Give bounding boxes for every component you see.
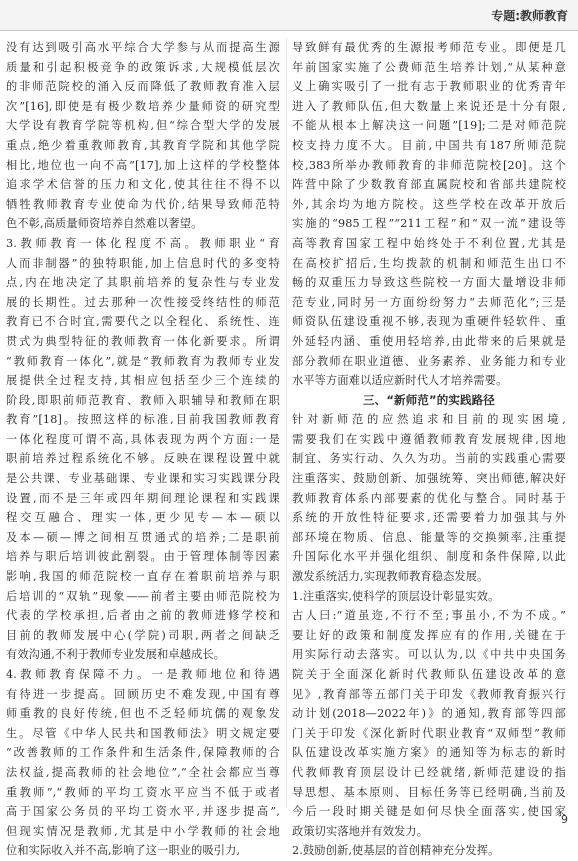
text-line: 点,内在地决定了其职前培养的复杂性与专业发 <box>6 276 280 290</box>
text-line: 动计划(2018—2022年)》的通知,教育部等四部 <box>292 707 566 721</box>
text-line: “改善教师的工作条件和生活条件,保障教师的合 <box>6 746 280 760</box>
section-heading: 三、“新师范”的实践路径 <box>363 392 495 407</box>
text-line: 3.教师教育一体化程度不高。教师职业“育 <box>6 236 280 250</box>
text-line: 畅的双重压力导致这些院校一方面大量增设非师 <box>292 276 566 290</box>
text-line: 师重教的良好传统,但也不乏轻师坑儒的观象发 <box>6 707 280 721</box>
text-line: 但现实情况是教师,尤其是中小学教师的社会地 <box>6 824 280 838</box>
right-column <box>292 38 566 858</box>
text-line: 相比,地位也一向不高”[17],加上这样的学校整体 <box>6 158 280 172</box>
text-line: 部分教师在职业道德、业务素养、业务能力和专业 <box>292 354 566 368</box>
text-line: 升国际化水平并强化组织、制度和条件保障,以此 <box>292 550 566 564</box>
text-line: “教师教育一体化”,就是“教师教育为教师专业发 <box>6 354 280 368</box>
text-line: 一体化程度可谓不高,具体表现为两个方面:一是 <box>6 432 280 446</box>
text-line: 的非师范院校的涌入反而降低了教师教育准入层 <box>6 80 280 94</box>
text-line: 用实际行动去落实。可以认为,以《中共中央国务 <box>292 648 566 662</box>
text-line: 培养与职后培训彼此割裂。由于管理体制等因素 <box>6 550 280 564</box>
text-line: 阵营中除了少数教育部直属院校和省部共建院校 <box>292 178 566 192</box>
text-line: 校,383所举办教师教育的非师范院校[20]。这个 <box>292 158 566 172</box>
text-line: 需要我们在实践中遵循教师教育发展规律,因地 <box>292 432 566 446</box>
text-line: 激发系统活力,实现教师教育稳态发展。 <box>292 570 489 584</box>
text-line: 门关于印发《深化新时代职业教育“双师型”教师 <box>292 726 566 740</box>
text-line: 古人曰:“道虽迩,不行不至;事虽小,不为不成。” <box>292 609 566 623</box>
text-line: 院关于全面深化新时代教师队伍建设改革的意 <box>292 668 566 681</box>
section-title: 专题:教师教育 <box>491 9 568 23</box>
text-line: 代表的学校承担,后者由之前的教师进修学校和 <box>6 609 280 623</box>
text-line: 教育”[18]。按照这样的标准,目前我国教师教育 <box>6 413 280 427</box>
text-line: 重教师”,“教师的平均工资水平应当不低于或者 <box>6 785 280 799</box>
text-line: 没有达到吸引高水平综合大学参与从而提高生源 <box>6 41 280 54</box>
text-line: 教育已不合时宜,需要代之以全程化、系统性、连 <box>6 315 280 329</box>
subsection-heading: 1.注重落实,使科学的顶层设计彰显实效。 <box>292 589 500 603</box>
text-line: 次”[16],即使是有极少数培养少量师资的研究型 <box>6 99 280 113</box>
text-line: 制宜、务实行动、久久为功。当前的实践重心需要 <box>292 452 566 466</box>
text-line: 年前国家实施了公费师范生培养计划,“从某种意 <box>292 60 566 74</box>
text-line: 代教师教育顶层设计已经就绪,新师范建设的指 <box>292 765 566 779</box>
text-line: 展的长期性。过去那种一次性接受终结性的师范 <box>6 295 280 309</box>
text-line: 贯式为典型特征的教师教育一体化新要求。所谓 <box>6 334 280 348</box>
left-column <box>6 38 280 858</box>
text-line: 范专业,同时另一方面纷纷努力“去师范化”;三是 <box>292 295 566 309</box>
subsection-heading: 2.鼓励创新,使基层的首创精神充分发挥。 <box>292 844 500 858</box>
text-line: 有待进一步提高。回顾历史不难发现,中国有尊 <box>6 687 280 701</box>
text-line: 部环境在物质、信息、能量等的交换频率,注重提 <box>292 530 566 544</box>
text-line: 义上确实吸引了一批有志于教师职业的优秀青年 <box>292 80 566 94</box>
text-line: 色不彰,高质量师资培养自然难以奢望。 <box>6 217 203 231</box>
text-line: 目前的教师发展中心(学院)司职,两者之间缺乏 <box>6 628 280 642</box>
header-divider <box>0 30 578 31</box>
text-line: 进入了教师队伍,但大数量上来说还是十分有限, <box>292 99 566 113</box>
text-line: 注重落实、鼓励创新、加强统筹、突出师德,解决好 <box>292 472 566 486</box>
text-line: 教师教育体系内部要素的优化与整合。同时基于 <box>292 491 566 505</box>
text-line: 高等教育国家工程中始终处于不利位置,尤其是 <box>292 236 566 250</box>
page-number: 9 <box>561 813 568 826</box>
column-divider <box>286 38 287 808</box>
text-line: 不能从根本上解决这一问题”[19];二是对师范院 <box>292 119 566 133</box>
text-line: 针对新师范的应然追求和目前的现实困境, <box>292 413 566 427</box>
text-line: 是公共课、专业基础课、专业课和实习实践课分段 <box>6 472 280 486</box>
text-line: 系统的开放性特征要求,还需要着力加强其与外 <box>292 511 566 525</box>
text-line: 位和实际收入并不高,影响了这一职业的吸引力, <box>6 844 241 858</box>
text-line: 外,其余均为地方院校。这些学校在改革开放后 <box>292 197 566 211</box>
text-line: 有效沟通,不利于教师专业发展和卓越成长。 <box>6 648 226 662</box>
text-line: 政策切实落地并有效发力。 <box>292 824 429 838</box>
text-line: 在高校扩招后,生均拨款的机制和师范生出口不 <box>292 256 566 270</box>
text-line: 师资队伍建设重视不够,表现为重硬件轻软件、重 <box>292 315 566 329</box>
text-line: 后培训的“双轨”现象——前者主要由师范院校为 <box>6 589 280 603</box>
text-line: 重点,绝少着重教师教育,其教育学院和其他学院 <box>6 138 280 152</box>
text-line: 及本—硕—博之间相互贯通式的培养;二是职前 <box>6 530 280 544</box>
text-line: 校支持力度不大。目前,中国共有187所师范院 <box>292 138 566 152</box>
text-line: 导思想、基本原则、目标任务等已经明确,当前及 <box>292 785 566 799</box>
text-line: 设置,而不是三年或四年期间理论课程和实践课 <box>6 491 280 505</box>
text-line: 法权益,提高教师的社会地位”,“全社会都应当尊 <box>6 765 280 779</box>
page-header <box>0 0 578 30</box>
text-line: 导致鲜有最优秀的生源报考师范专业。即便是几 <box>292 41 566 54</box>
text-line: 职前培养过程系统化不够。反映在课程设置中就 <box>6 452 280 466</box>
text-line: 要让好的政策和制度发挥应有的作用,关键在于 <box>292 628 566 642</box>
text-line: 牺牲教师教育专业使命为代价,结果导致师范特 <box>6 197 280 211</box>
text-line: 影响,我国的师范院校一直存在着职前培养与职 <box>6 570 280 584</box>
text-line: 高于国家公务员的平均工资水平,并逐步提高”, <box>6 805 280 819</box>
text-line: 见》,教育部等五部门关于印发《教师教育振兴行 <box>292 687 566 701</box>
text-line: 今后一段时期关键是如何尽快全面落实,使国家 <box>292 805 566 819</box>
text-line: 人而非制器”的独特职能,加上信息时代的多变特 <box>6 256 280 270</box>
text-line: 展提供全过程支持,其相应包括至少三个连续的 <box>6 374 280 388</box>
text-line: 追求学术信誉的压力和文化,使其往往不得不以 <box>6 178 280 192</box>
text-line: 水平等方面难以适应新时代人才培养需要。 <box>292 374 508 388</box>
text-line: 外延轻内涵、重使用轻培养,由此带来的后果就是 <box>292 334 566 348</box>
text-line: 实施的“985工程”“211工程”和“双一流”建设等 <box>292 217 566 231</box>
text-line: 阶段,即职前师范教育、教师入职辅导和教师在职 <box>6 393 280 407</box>
text-line: 质量和引起积极竞争的政策诉求,大规模低层次 <box>6 60 280 74</box>
text-line: 4.教师教育保障不力。一是教师地位和待遇 <box>6 668 280 681</box>
text-line: 队伍建设改革实施方案》的通知等为标志的新时 <box>292 746 566 760</box>
text-line: 程交互融合、理实一体,更少见专—本—硕以 <box>6 511 280 525</box>
text-line: 大学设有教育学院等机构,但“综合型大学的发展 <box>6 119 280 133</box>
text-line: 生。尽管《中华人民共和国教师法》明文规定要 <box>6 726 280 740</box>
